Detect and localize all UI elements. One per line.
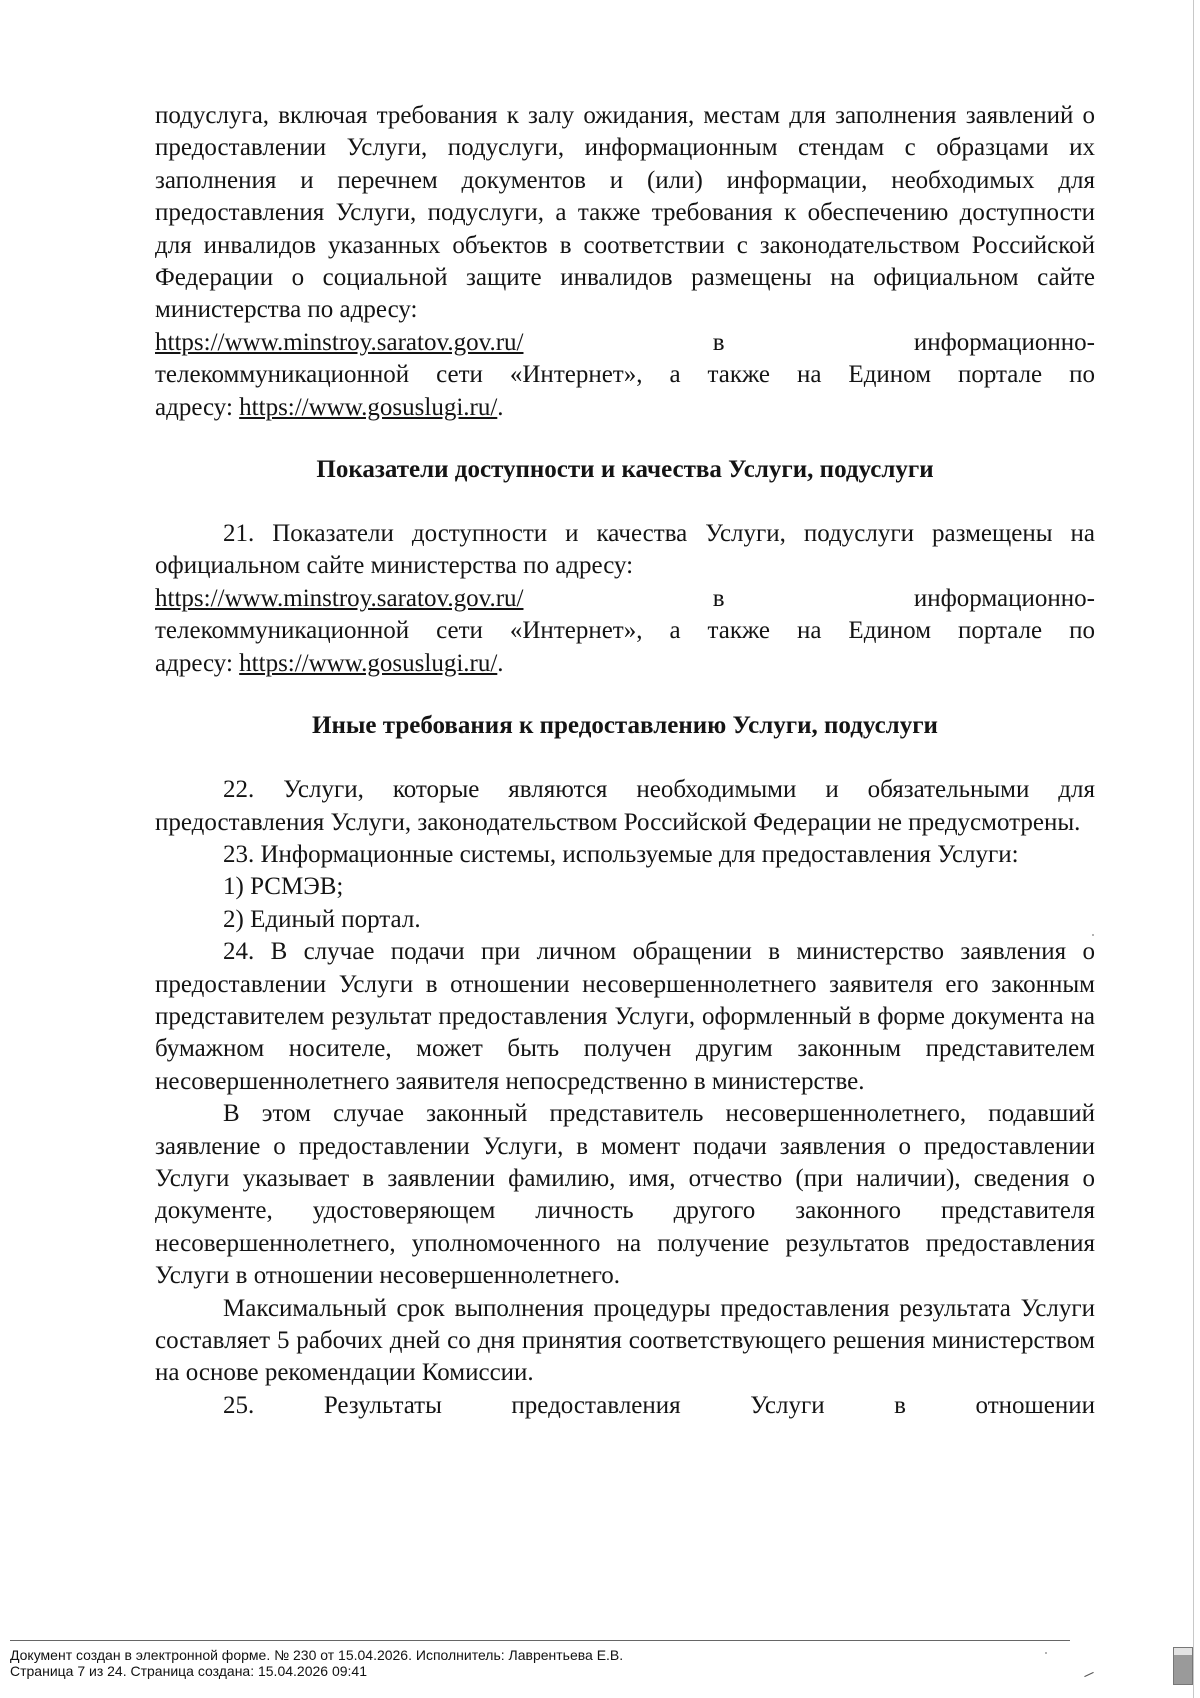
section-heading-other-requirements: Иные требования к предоставлению Услуги, подуслуги — [312, 712, 938, 740]
item-24: 24. В случае подачи при личном обращении в министерство заявления о предоставлении Услуги в отношении несовершеннолетнего заявителя его законным представителем результат предоставления Услуги, оформленный в форме документа на бумажном носителе, может быть получен другим законным представителем несовершеннолетнего заявителя непосредственно в министерстве. — [155, 938, 1095, 1095]
document-footer — [10, 1640, 1070, 1679]
item-25: 25. Результаты предоставления Услуги в отношении — [223, 1391, 1095, 1419]
spacer — [155, 742, 1095, 774]
section-heading-accessibility: Показатели доступности и качества Услуги, подуслуги — [316, 456, 934, 484]
gosuslugi-link[interactable]: https://www.gosuslugi.ru/ — [239, 393, 498, 421]
word-v: в — [712, 584, 725, 612]
scan-dot — [1045, 1652, 1047, 1654]
address-prefix: адресу: — [155, 393, 240, 421]
address-prefix: адресу: — [155, 649, 240, 677]
item-21-last-line — [155, 648, 1095, 680]
item-23: 23. Информационные системы, используемые для предоставления Услуги: — [223, 840, 1019, 868]
paragraph-requirements-placement — [155, 100, 1095, 327]
paragraph-text: подуслуга, включая требования к залу ожидания, местам для заполнения заявлений о предоставлении Услуги, подуслуги, информационным стендам с образцами их заполнения и перечнем документов и (или) информации, необходимых для предоставления Услуги, подуслуги, а также требования к обеспечению доступности для инвалидов указанных объектов в соответствии с законодательством Российской Федерации о социальной защите инвалидов размещены на официальном сайте министерства по адресу: — [155, 102, 1095, 324]
spacer — [155, 680, 1095, 710]
scan-mark — [1084, 1672, 1093, 1677]
scan-dot — [1092, 934, 1094, 936]
footer-line-2: Страница 7 из 24. Страница создана: 15.04.2026 09:41 — [10, 1663, 367, 1679]
gosuslugi-link[interactable]: https://www.gosuslugi.ru/ — [239, 649, 498, 677]
spacer — [155, 486, 1095, 518]
document-stamp-icon — [1173, 1647, 1193, 1685]
word-informational: информационно- — [913, 584, 1095, 612]
paragraph-last-line — [155, 392, 1095, 424]
item-24-paragraph-3: Максимальный срок выполнения процедуры предоставления результата Услуги составляет 5 рабочих дней со дня принятия соответствующего решения министерством на основе рекомендации Комиссии. — [155, 1294, 1095, 1387]
minstroy-link[interactable]: https://www.minstroy.saratov.gov.ru/ — [155, 584, 524, 612]
word-v: в — [712, 328, 725, 356]
item-24-paragraph-2: В этом случае законный представитель несовершеннолетнего, подавший заявление о предоставлении Услуги, в момент подачи заявления о предоставлении Услуги указывает в заявлении фамилию, имя, отчество (при наличии), сведения о документе, удостоверяющем личность другого законного представителя несовершеннолетнего, уполномоченного на получение результатов предоставления Услуги в отношении несовершеннолетнего. — [155, 1100, 1095, 1290]
item-21-continuation: телекоммуникационной сети «Интернет», а также на Едином портале по — [155, 617, 1095, 645]
paragraph-continuation: телекоммуникационной сети «Интернет», а также на Едином портале по — [155, 361, 1095, 389]
item-21: 21. Показатели доступности и качества Услуги, подуслуги размещены на официальном сайте министерства по адресу: — [155, 520, 1095, 580]
list-item: 2) Единый портал. — [223, 905, 421, 933]
spacer — [155, 424, 1095, 454]
footer-line-1: Документ создан в электронной форме. № 230 от 15.04.2026. Исполнитель: Лаврентьева Е.В. — [10, 1647, 624, 1663]
item-22: 22. Услуги, которые являются необходимыми и обязательными для предоставления Услуги, законодательством Российской Федерации не предусмотрены. — [155, 776, 1095, 836]
address-suffix: . — [497, 649, 504, 677]
address-suffix: . — [497, 393, 504, 421]
minstroy-link[interactable]: https://www.minstroy.saratov.gov.ru/ — [155, 328, 524, 356]
url-line — [155, 583, 1095, 615]
list-item: 1) РСМЭВ; — [223, 873, 344, 901]
url-line — [155, 327, 1095, 359]
word-informational: информационно- — [913, 328, 1095, 356]
document-body — [155, 100, 1095, 1422]
page-edge — [1193, 0, 1194, 1698]
